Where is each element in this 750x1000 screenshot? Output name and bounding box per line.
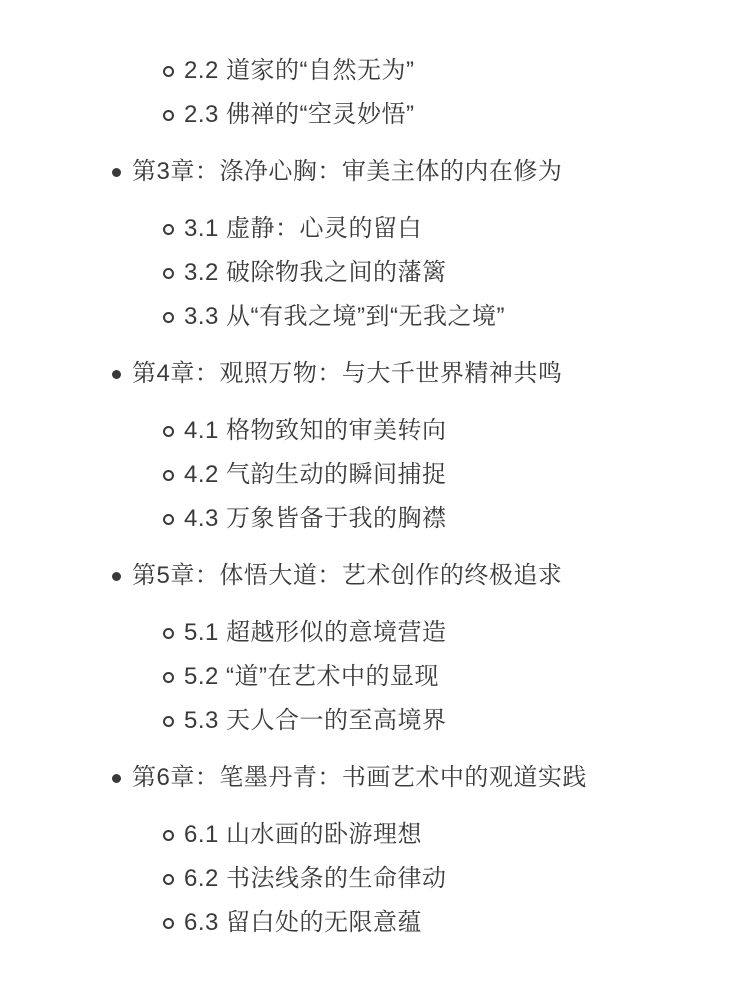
chapter-item [0, 150, 750, 194]
list-item-label: 2.2 道家的“自然无为” [184, 57, 415, 84]
chapter6-subitem-list [0, 813, 750, 945]
disc-bullet-icon [112, 572, 121, 581]
chapter-title: 第5章：体悟大道：艺术创作的终极追求 [132, 562, 563, 589]
hollow-circle-bullet-icon [163, 628, 174, 639]
list-item-label: 5.1 超越形似的意境营造 [184, 619, 447, 646]
list-item [0, 611, 750, 655]
hollow-circle-bullet-icon [163, 874, 174, 885]
list-item-label: 4.1 格物致知的审美转向 [184, 417, 447, 444]
hollow-circle-bullet-icon [163, 918, 174, 929]
list-item [0, 699, 750, 743]
list-item-label: 6.2 书法线条的生命律动 [184, 865, 447, 892]
hollow-circle-bullet-icon [163, 514, 174, 525]
list-item-label: 4.3 万象皆备于我的胸襟 [184, 505, 447, 532]
hollow-circle-bullet-icon [163, 66, 174, 77]
hollow-circle-bullet-icon [163, 224, 174, 235]
hollow-circle-bullet-icon [163, 268, 174, 279]
chapter-item [0, 756, 750, 800]
list-item [0, 49, 750, 93]
chapter-title: 第4章：观照万物：与大千世界精神共鸣 [132, 360, 563, 387]
hollow-circle-bullet-icon [163, 426, 174, 437]
list-item [0, 453, 750, 497]
list-item [0, 207, 750, 251]
list-item [0, 901, 750, 945]
list-item [0, 813, 750, 857]
list-item-label: 5.2 “道”在艺术中的显现 [184, 663, 440, 690]
chapter5-subitem-list [0, 611, 750, 743]
list-item [0, 93, 750, 137]
hollow-circle-bullet-icon [163, 110, 174, 121]
list-item-label: 3.1 虚静：心灵的留白 [184, 215, 423, 242]
chapter3-subitem-list [0, 207, 750, 339]
hollow-circle-bullet-icon [163, 716, 174, 727]
list-item-label: 2.3 佛禅的“空灵妙悟” [184, 101, 415, 128]
chapter-title: 第6章：笔墨丹青：书画艺术中的观道实践 [132, 764, 587, 791]
list-item [0, 857, 750, 901]
chapter-title: 第3章：涤净心胸：审美主体的内在修为 [132, 158, 563, 185]
chapter4-subitem-list [0, 409, 750, 541]
chapter-item [0, 352, 750, 396]
hollow-circle-bullet-icon [163, 672, 174, 683]
hollow-circle-bullet-icon [163, 312, 174, 323]
list-item-label: 4.2 气韵生动的瞬间捕捉 [184, 461, 447, 488]
disc-bullet-icon [112, 168, 121, 177]
disc-bullet-icon [112, 774, 121, 783]
hollow-circle-bullet-icon [163, 830, 174, 841]
list-item [0, 655, 750, 699]
chapter-item [0, 554, 750, 598]
list-item-label: 6.1 山水画的卧游理想 [184, 821, 423, 848]
list-item-label: 3.3 从“有我之境”到“无我之境” [184, 303, 505, 330]
disc-bullet-icon [112, 370, 121, 379]
list-item [0, 409, 750, 453]
list-item-label: 5.3 天人合一的至高境界 [184, 707, 447, 734]
list-item-label: 6.3 留白处的无限意蕴 [184, 909, 423, 936]
list-item [0, 251, 750, 295]
list-item [0, 295, 750, 339]
chapter2-subitem-list [0, 49, 750, 137]
hollow-circle-bullet-icon [163, 470, 174, 481]
list-item [0, 497, 750, 541]
list-item-label: 3.2 破除物我之间的藩篱 [184, 259, 447, 286]
